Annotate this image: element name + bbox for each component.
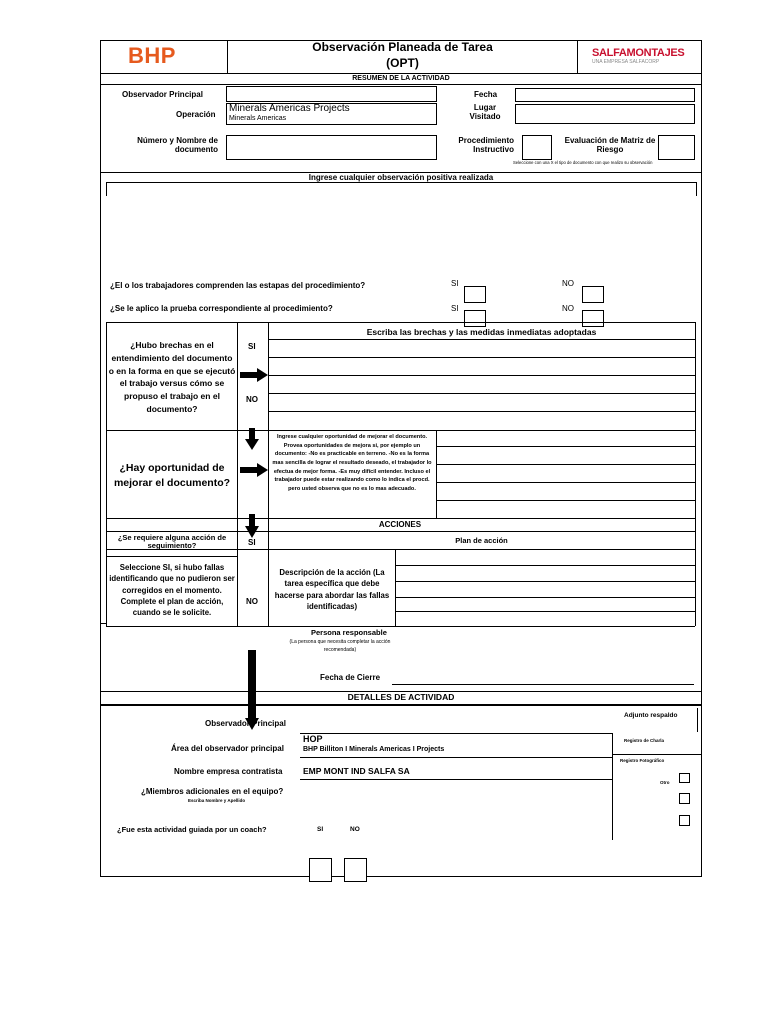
seleccione-instructions: Seleccione SI, si hubo fallas identificando que no pudieron ser corregidos en el momento. Complete el plan de acción, cuando se le solicite. — [109, 563, 235, 618]
q1-no-label: NO — [562, 279, 574, 288]
form-title: Observación Planeada de Tarea — [312, 40, 493, 54]
brechas-left-line — [106, 322, 107, 626]
adjunto-left-line — [612, 733, 613, 840]
q2-no-checkbox[interactable] — [582, 310, 604, 327]
operacion-label: Operación — [176, 110, 216, 119]
documento-label: Número y Nombre de documento — [137, 136, 218, 154]
registro-foto-checkbox[interactable] — [679, 793, 690, 804]
q1-no-checkbox[interactable] — [582, 286, 604, 303]
mejora-bottom-line — [106, 518, 695, 519]
q2-si-checkbox[interactable] — [464, 310, 486, 327]
acciones-title: ACCIONES — [378, 520, 422, 529]
evaluacion-label: Evaluación de Matriz de Riesgo — [564, 136, 656, 154]
responsable-label: Persona responsable — [311, 628, 387, 637]
documento-field[interactable] — [226, 135, 437, 160]
coach-label: ¿Fue esta actividad guiada por un coach? — [117, 825, 267, 834]
evaluacion-checkbox[interactable] — [658, 135, 695, 160]
lugar-field[interactable] — [515, 104, 695, 124]
otro-label: Otro — [660, 780, 670, 785]
question-prueba: ¿Se le aplico la prueba correspondiente al procedimiento? — [110, 304, 333, 313]
observador-field[interactable] — [226, 86, 437, 102]
acciones-outer-bottom — [100, 623, 106, 624]
detalles-title-line — [100, 704, 702, 706]
empresa-line — [300, 779, 612, 780]
otro-checkbox[interactable] — [679, 815, 690, 826]
area-label: Área del observador principal — [171, 744, 284, 753]
responsable-input[interactable] — [400, 632, 692, 654]
positive-title: Ingrese cualquier observación positiva realizada — [308, 173, 494, 182]
header-line — [100, 73, 702, 74]
operacion-value: Minerals Americas Projects — [229, 103, 350, 114]
positive-bracket-right — [696, 182, 697, 196]
positive-bracket — [106, 182, 696, 183]
salfa-logo: SALFAMONTAJES — [592, 47, 685, 59]
q2-no-label: NO — [562, 304, 574, 313]
registro-foto-label: Registro Fotográfico — [620, 758, 665, 763]
coach-si-checkbox[interactable] — [309, 858, 332, 882]
empresa-value: EMP MONT IND SALFA SA — [303, 766, 410, 776]
registro-charla-checkbox[interactable] — [679, 773, 690, 783]
area-line — [300, 757, 612, 758]
miembros-label: ¿Miembros adicionales en el equipo? — [141, 787, 284, 796]
resumen-title: RESUMEN DE LA ACTIVIDAD — [352, 75, 450, 82]
question-comprenden: ¿El o los trabajadores comprenden las estapas del procedimiento? — [110, 281, 366, 290]
arrow-right-icon — [240, 368, 268, 382]
fecha-cierre-input[interactable] — [392, 670, 694, 684]
brechas-input-area[interactable] — [270, 340, 694, 429]
header-divider-right — [577, 40, 578, 74]
fecha-cierre-line — [392, 684, 694, 685]
acciones-bottom-line — [106, 626, 695, 627]
brechas-header: Escriba las brechas y las medidas inmediatas adoptadas — [366, 327, 597, 337]
operacion-sub: Minerals Americas — [229, 115, 287, 122]
q1-si-checkbox[interactable] — [464, 286, 486, 303]
arrow-down-icon — [245, 428, 259, 450]
mejora-inner-line — [436, 430, 437, 518]
plan-accion-title: Plan de acción — [455, 536, 508, 545]
area-value-hop: HOP — [303, 734, 323, 744]
seguimiento-question: ¿Se requiere alguna acción de seguimiento? — [117, 533, 227, 551]
seguimiento-divider — [106, 556, 237, 557]
fecha-cierre-label: Fecha de Cierre — [320, 673, 381, 682]
positive-textarea[interactable] — [110, 198, 694, 268]
fecha-field[interactable] — [515, 88, 695, 102]
responsable-sub: (La persona que necesita completar la acción recomendada) — [289, 639, 391, 653]
detalles-observador-line — [300, 733, 612, 734]
arrow-down-long-icon — [245, 650, 259, 730]
form-subtitle: (OPT) — [386, 56, 419, 70]
brechas-si: SI — [248, 342, 256, 351]
registro-charla-label: Registro de Charla — [624, 738, 665, 743]
brechas-question: ¿Hubo brechas en el entendimiento del documento o en la forma en que se ejecutó el trabajo versus cómo se propuso el trabajo en el documento? — [108, 340, 236, 414]
detalles-observador-input[interactable] — [300, 714, 600, 732]
coach-no-checkbox[interactable] — [344, 858, 367, 882]
salfa-tagline: UNA EMPRESA SALFACORP — [592, 59, 660, 65]
lugar-label: Lugar Visitado — [469, 103, 501, 121]
arrow-right-icon — [240, 463, 268, 477]
positive-bracket-left — [106, 182, 107, 196]
mejora-question: ¿Hay oportunidad de mejorar el documento? — [113, 462, 231, 489]
procedimiento-checkbox[interactable] — [522, 135, 552, 160]
accion-no: NO — [246, 597, 258, 606]
brechas-top-line — [106, 322, 696, 323]
miembros-sub: Escriba Nombre y Apellido — [188, 798, 246, 803]
seleccione-note: Seleccione con una X el tipo de documento con que realizo su observación — [513, 160, 653, 165]
coach-si-label: SI — [317, 826, 324, 833]
brechas-col1-line — [237, 322, 238, 626]
arrow-down-icon — [245, 514, 259, 538]
observador-label: Observador Principal — [122, 90, 203, 99]
bhp-logo: BHP — [128, 43, 176, 68]
mejora-instructions: Ingrese cualquier oportunidad de mejorar el documento. Provea oportunidades de mejora si, por ejemplo un documento: -No es practicable en terreno. -No es la forma mas sencilla de lograr el resultado deseado, el trabajador lo efectua de mejor forma. -Es muy difícil entender. Incluso el trabajador puede estar realizando como lo indica el procd. pero usted observa que no es lo mas adecuado. — [272, 434, 432, 492]
detalles-observador-label: Observador Principal — [205, 719, 286, 728]
descripcion-accion: Descripción de la acción (La tarea específica que debe hacerse para abordar las fallas identificadas) — [274, 568, 390, 611]
descripcion-inner-line — [395, 549, 396, 626]
descripcion-input-area[interactable] — [397, 550, 694, 625]
brechas-col2-line — [268, 322, 269, 626]
brechas-no: NO — [246, 395, 258, 404]
acciones-title-line — [106, 531, 695, 532]
adjunto-right-line — [697, 708, 698, 732]
detalles-title: DETALLES DE ACTIVIDAD — [347, 692, 455, 702]
procedimiento-label: Procedimiento Instructivo — [458, 136, 514, 154]
brechas-right-line — [695, 322, 696, 626]
q1-si-label: SI — [451, 279, 459, 288]
adjunto-label: Adjunto respaldo — [624, 712, 678, 719]
miembros-input[interactable] — [300, 786, 610, 816]
area-value-detail: BHP Billiton I Minerals Americas I Projects — [303, 746, 445, 753]
mejora-input-area[interactable] — [438, 431, 694, 517]
q2-si-label: SI — [451, 304, 459, 313]
seguimiento-si: SI — [248, 538, 256, 547]
resumen-line — [100, 84, 702, 85]
coach-no-label: NO — [350, 826, 360, 833]
fecha-label: Fecha — [474, 90, 498, 99]
registro-charla-line — [612, 754, 702, 755]
empresa-label: Nombre empresa contratista — [174, 767, 283, 776]
